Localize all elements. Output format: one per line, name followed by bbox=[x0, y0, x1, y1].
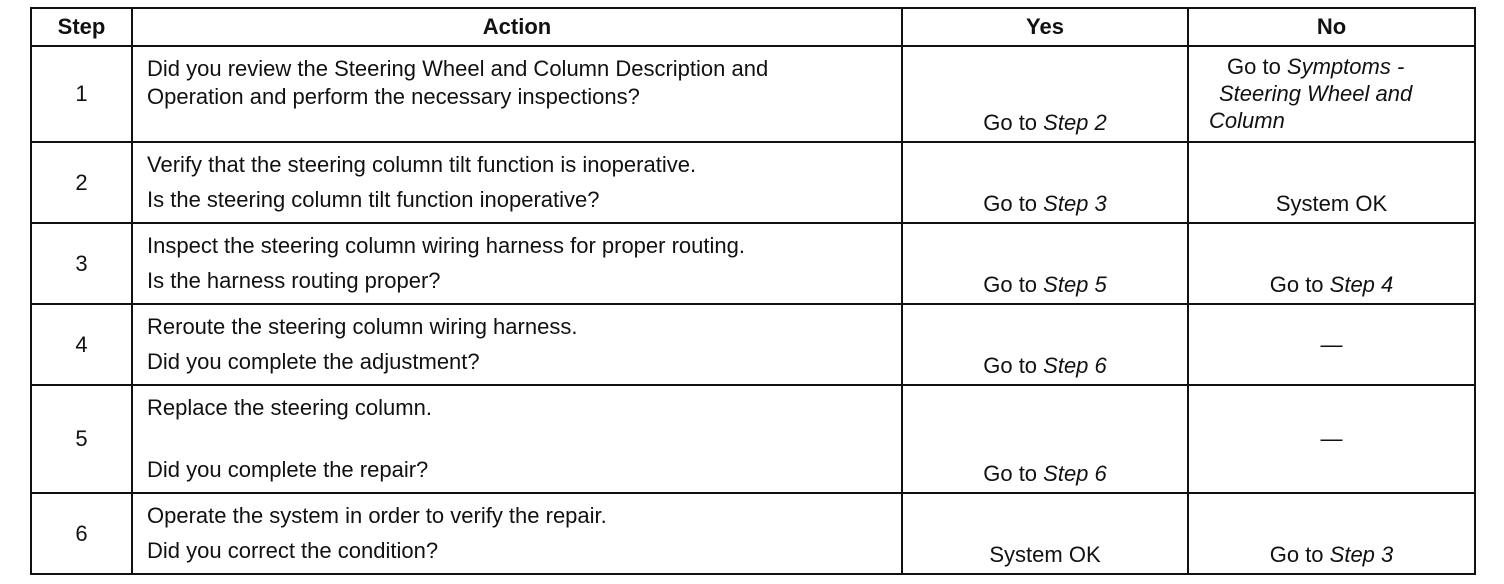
no-prefix: Go to bbox=[1269, 272, 1330, 297]
no-cell bbox=[1188, 46, 1475, 142]
no-cell bbox=[1188, 493, 1475, 574]
yes-step-link: Step 6 bbox=[1043, 461, 1107, 486]
no-dash: — bbox=[1320, 426, 1343, 451]
step-number: 5 bbox=[31, 385, 132, 493]
action-text: Did you complete the repair? bbox=[147, 457, 429, 482]
table-row bbox=[31, 493, 1475, 574]
action-text: Reroute the steering column wiring harness. bbox=[147, 314, 578, 339]
action-text: Is the steering column tilt function inoperative? bbox=[147, 187, 600, 212]
no-symptoms-link: Column bbox=[1209, 108, 1285, 133]
yes-cell bbox=[902, 223, 1188, 304]
yes-cell bbox=[902, 385, 1188, 493]
no-cell bbox=[1188, 223, 1475, 304]
action-cell bbox=[132, 385, 902, 493]
no-symptoms-link: Symptoms - bbox=[1286, 54, 1405, 79]
yes-prefix: Go to bbox=[983, 353, 1044, 378]
step-number: 1 bbox=[31, 46, 132, 142]
action-text: Did you correct the condition? bbox=[147, 538, 439, 563]
no-cell bbox=[1188, 304, 1475, 385]
yes-prefix: Go to bbox=[983, 110, 1044, 135]
action-cell bbox=[132, 142, 902, 223]
yes-step-link: Step 2 bbox=[1043, 110, 1107, 135]
table-row bbox=[31, 46, 1475, 142]
no-prefix: Go to bbox=[1227, 54, 1287, 79]
no-symptoms-link: Steering Wheel and bbox=[1219, 81, 1413, 106]
table-row bbox=[31, 223, 1475, 304]
yes-cell bbox=[902, 142, 1188, 223]
no-dash: — bbox=[1320, 331, 1343, 357]
no-step-link: Step 3 bbox=[1329, 542, 1394, 567]
yes-prefix: Go to bbox=[983, 461, 1044, 486]
yes-cell: System OK bbox=[902, 493, 1188, 574]
action-text: Operation and perform the necessary inspections? bbox=[147, 84, 640, 109]
action-text: Inspect the steering column wiring harness for proper routing. bbox=[147, 233, 745, 258]
header-action: Action bbox=[132, 8, 902, 46]
no-cell: System OK bbox=[1188, 142, 1475, 223]
action-cell bbox=[132, 223, 902, 304]
yes-step-link: Step 5 bbox=[1043, 272, 1107, 297]
action-text: Did you complete the adjustment? bbox=[147, 349, 480, 374]
action-text: Replace the steering column. bbox=[147, 395, 432, 420]
table-row bbox=[31, 142, 1475, 223]
yes-cell bbox=[902, 304, 1188, 385]
action-text: Verify that the steering column tilt function is inoperative. bbox=[147, 152, 697, 177]
step-number: 4 bbox=[31, 304, 132, 385]
yes-prefix: Go to bbox=[983, 191, 1044, 216]
header-yes: Yes bbox=[902, 8, 1188, 46]
yes-step-link: Step 3 bbox=[1043, 191, 1107, 216]
no-prefix: Go to bbox=[1269, 542, 1330, 567]
no-step-link: Step 4 bbox=[1329, 272, 1394, 297]
yes-cell bbox=[902, 46, 1188, 142]
action-cell bbox=[132, 304, 902, 385]
table-row bbox=[31, 304, 1475, 385]
header-no: No bbox=[1188, 8, 1475, 46]
step-number: 2 bbox=[31, 142, 132, 223]
diagnostic-table bbox=[30, 7, 1476, 575]
action-text: Did you review the Steering Wheel and Column Description and bbox=[147, 56, 769, 81]
header-step: Step bbox=[31, 8, 132, 46]
yes-prefix: Go to bbox=[983, 272, 1044, 297]
step-number: 6 bbox=[31, 493, 132, 574]
action-cell bbox=[132, 46, 902, 142]
step-number: 3 bbox=[31, 223, 132, 304]
action-cell bbox=[132, 493, 902, 574]
action-text: Operate the system in order to verify the repair. bbox=[147, 503, 607, 528]
header-row bbox=[31, 8, 1475, 46]
yes-step-link: Step 6 bbox=[1043, 353, 1107, 378]
table-row bbox=[31, 385, 1475, 493]
no-cell bbox=[1188, 385, 1475, 493]
action-text: Is the harness routing proper? bbox=[147, 268, 441, 293]
